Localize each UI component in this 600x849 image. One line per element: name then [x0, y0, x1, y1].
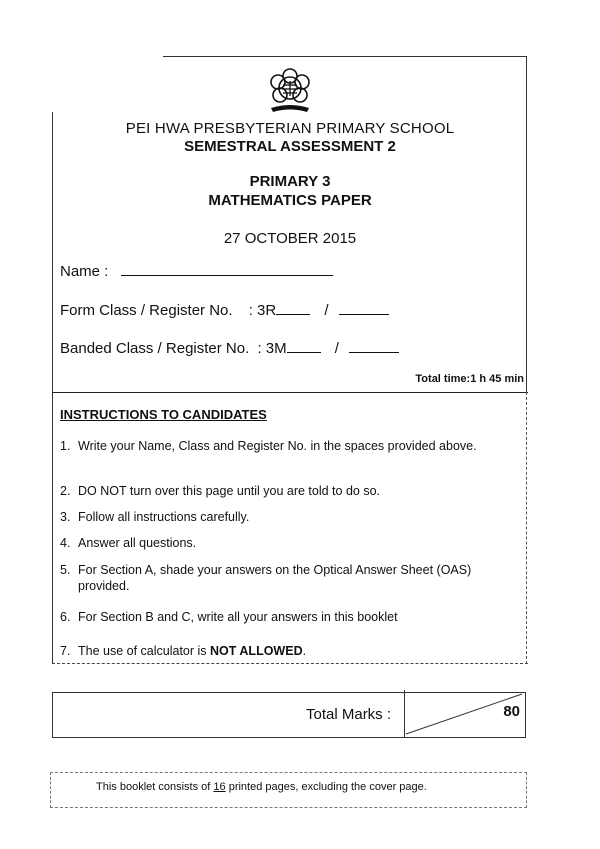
- instruction-number: 6.: [60, 610, 71, 624]
- instruction-item: [60, 483, 520, 499]
- instruction-item: [60, 562, 520, 594]
- instruction-number: 3.: [60, 510, 71, 524]
- footer-note: [96, 781, 427, 793]
- instruction-number: 5.: [60, 563, 71, 577]
- form-class-label: Form Class / Register No.: [60, 302, 233, 319]
- banded-class-input-line[interactable]: [287, 340, 321, 353]
- instruction-text-end: .: [302, 644, 307, 658]
- total-time: Total time:1 h 45 min: [415, 373, 524, 385]
- paper-title: MATHEMATICS PAPER: [208, 192, 372, 209]
- instructions-title: INSTRUCTIONS TO CANDIDATES: [60, 407, 267, 422]
- instruction-text-plain: The use of calculator is: [78, 644, 211, 658]
- exam-date: 27 OCTOBER 2015: [223, 230, 357, 247]
- banded-class-label: Banded Class / Register No.: [60, 340, 250, 357]
- frame-divider: [52, 392, 528, 393]
- instruction-text-bold: NOT ALLOWED: [210, 644, 303, 658]
- footer-note-before: This booklet consists of: [96, 781, 214, 793]
- instruction-item: [60, 509, 520, 525]
- name-input-line[interactable]: [121, 263, 333, 276]
- banded-class-prefix: : 3M: [257, 340, 287, 357]
- instruction-item: [60, 438, 520, 454]
- form-class-field: [60, 302, 389, 319]
- instruction-item: [60, 643, 520, 659]
- instruction-text: Answer all questions.: [78, 536, 197, 550]
- instructions-right-border: [526, 392, 527, 664]
- school-name: PEI HWA PRESBYTERIAN PRIMARY SCHOOL: [125, 120, 455, 137]
- form-class-separator: /: [324, 302, 329, 319]
- instruction-text: Follow all instructions carefully.: [78, 510, 250, 524]
- banded-class-field: [60, 340, 399, 357]
- instruction-text: DO NOT turn over this page until you are told to do so.: [78, 484, 381, 498]
- banded-register-input-line[interactable]: [349, 340, 399, 353]
- instruction-item: [60, 609, 520, 625]
- instructions-bottom-border: [52, 663, 528, 664]
- assessment-title: SEMESTRAL ASSESSMENT 2: [184, 138, 396, 155]
- form-register-input-line[interactable]: [339, 302, 389, 315]
- instruction-number: 4.: [60, 536, 71, 550]
- form-class-input-line[interactable]: [276, 302, 310, 315]
- instruction-text: Write your Name, Class and Register No. in the spaces provided above.: [78, 439, 477, 453]
- name-field: [60, 263, 333, 280]
- frame-right-border: [526, 56, 527, 392]
- footer-note-after: printed pages, excluding the cover page.: [225, 781, 427, 793]
- frame-top-border: [163, 56, 527, 57]
- school-crest-logo: [263, 64, 317, 118]
- form-class-prefix: : 3R: [248, 302, 277, 319]
- instructions-left-border: [52, 392, 53, 664]
- instruction-number: 2.: [60, 484, 71, 498]
- instruction-item: [60, 535, 520, 551]
- name-label: Name :: [60, 263, 109, 280]
- instruction-text: [78, 643, 306, 659]
- level-title: PRIMARY 3: [249, 173, 331, 190]
- footer-note-pages: 16: [213, 781, 226, 793]
- instruction-text: For Section A, shade your answers on the Optical Answer Sheet (OAS) provided.: [78, 563, 472, 593]
- instruction-number: 1.: [60, 439, 71, 453]
- total-marks-value: 80: [503, 703, 520, 720]
- instruction-number: 7.: [60, 644, 71, 658]
- banded-class-separator: /: [334, 340, 339, 357]
- instruction-text: For Section B and C, write all your answers in this booklet: [78, 610, 398, 624]
- total-marks-label: Total Marks :: [306, 706, 392, 723]
